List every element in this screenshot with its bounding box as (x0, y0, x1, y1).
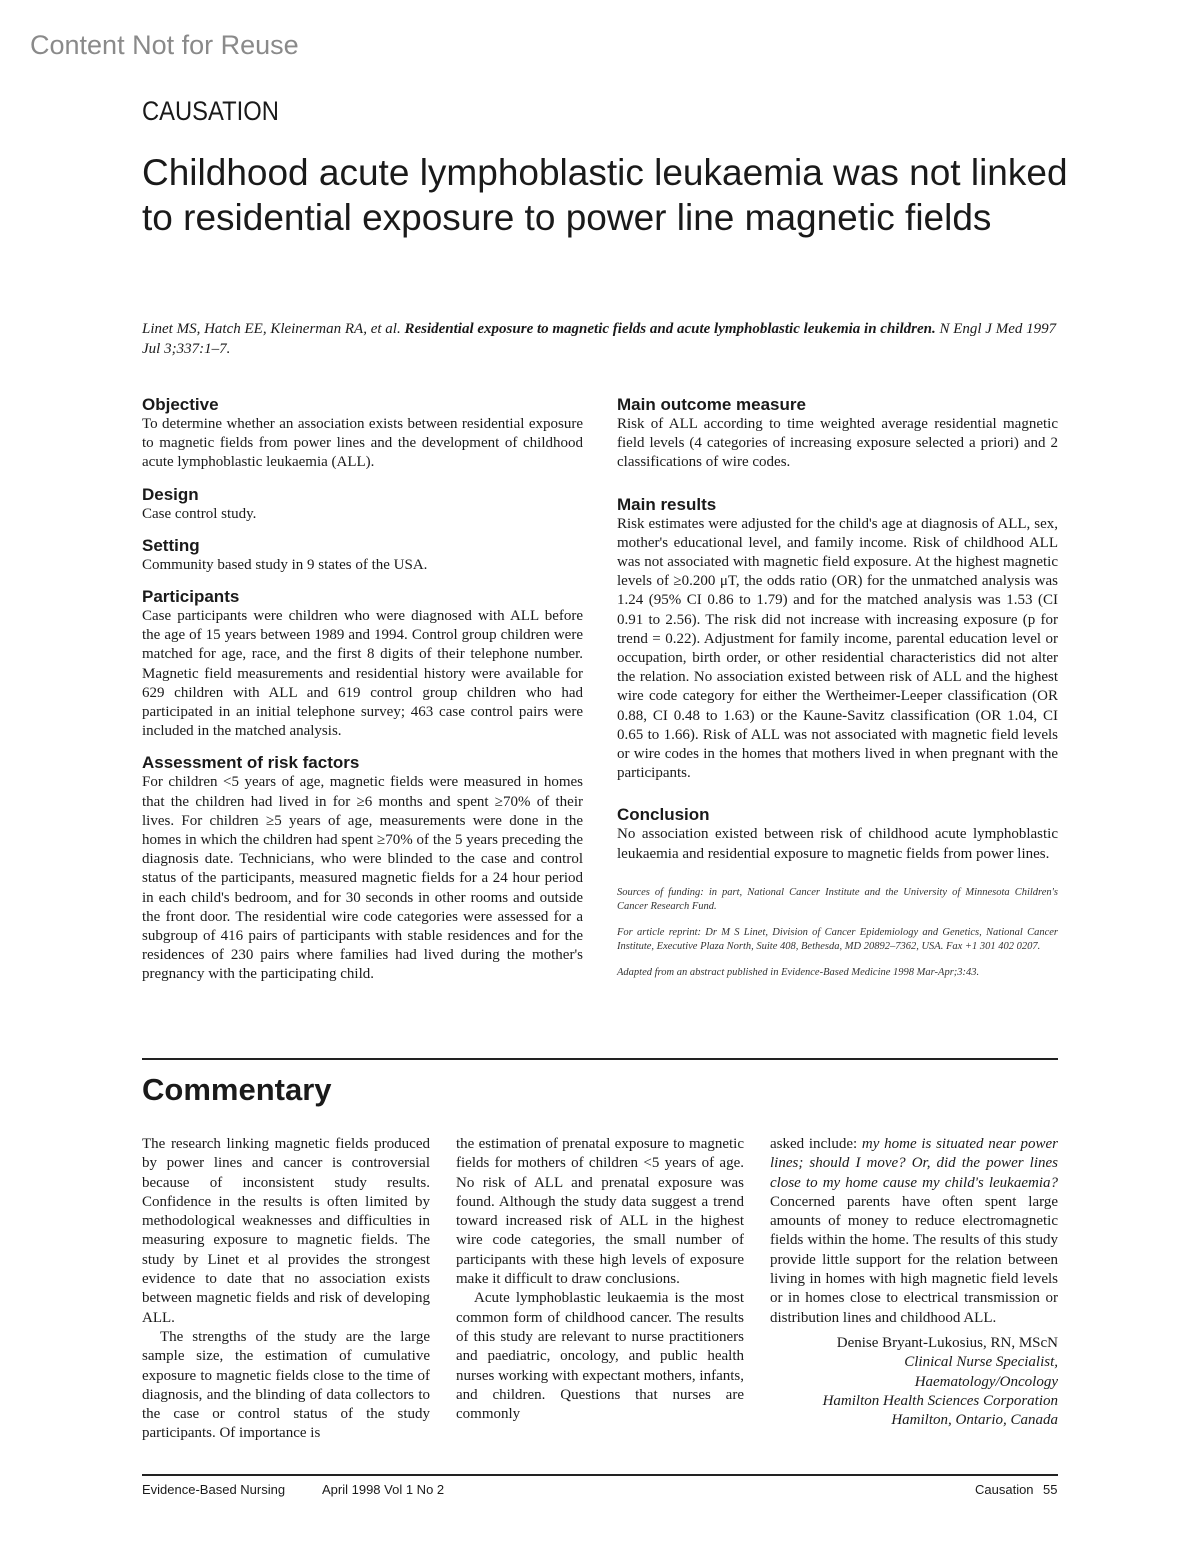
commentary-column-1 (142, 1135, 430, 1444)
citation (142, 319, 1058, 359)
commentary-heading: Commentary (142, 1072, 332, 1107)
author-name: Denise Bryant-Lukosius, RN, MScN (836, 1334, 1058, 1351)
author-role: Clinical Nurse Specialist, (904, 1354, 1058, 1371)
page-number: 55 (1043, 1482, 1058, 1497)
commentary-paragraph: the estimation of prenatal exposure to magnetic fields for mothers of children <5 years of age. No risk of ALL and prenatal exposure was found. Although the study data suggest a trend toward increased risk of ALL in the highest wire code categories, the small number of participants with these high levels of exposure make it difficult to draw conclusions. (456, 1136, 744, 1288)
commentary-paragraph: The strengths of the study are the large sample size, the estimation of cumulative exposure to magnetic fields close to the time of diagnosis, and the blinding of data collectors to the case or control status of the study participants. Of importance is (142, 1328, 430, 1442)
heading-participants: Participants (142, 587, 240, 607)
commentary-column-2 (456, 1135, 744, 1424)
text-assessment: For children <5 years of age, magnetic fields were measured in homes that the children had lived in for ≥6 months and spent ≥70% of their lives. For children ≥5 years of age, measurements were done in the homes in which the children had spent ≥70% of the 5 years preceding the diagnosis date. Technicians, who were blinded to the case and control status of the participants, measured magnetic fields for a 24 hour period in each child's bedroom, and for 30 seconds in other rooms and outside the front door. The residential wire code categories were assessed for a subgroup of 416 pairs of participants with stable residences and for the residences of 230 pairs where families had lived during the mother's pregnancy with the participating child. (142, 774, 583, 983)
heading-objective: Objective (142, 395, 219, 414)
commentary-paragraph: The research linking magnetic fields produced by power lines and cancer is controversial because of inconsistent study results. Confidence in the results is often limited by methodological weaknesses and difficulties in measuring exposure to magnetic fields. The study by Linet et al provides the strongest evidence to date that no association exists between magnetic fields and risk of developing ALL. (142, 1136, 430, 1326)
text-objective: To determine whether an association exists between residential exposure to magnetic fields from power lines and the development of childhood acute lymphoblastic leukaemia (ALL). (142, 416, 583, 471)
text-conclusion: No association existed between risk of childhood acute lymphoblastic leukaemia and residential exposure to magnetic fields from power lines. (617, 826, 1058, 862)
text-design: Case control study. (142, 505, 257, 522)
heading-results: Main results (617, 494, 717, 514)
funding-note: Sources of funding: in part, National Cancer Institute and the University of Minnesota Children's Cancer Research Fund. (617, 886, 1058, 912)
article-title: Childhood acute lymphoblastic leukaemia was not linked to residential exposure to power line magnetic fields (142, 152, 1068, 238)
commentary-column-3 (770, 1135, 1058, 1430)
heading-outcome: Main outcome measure (617, 395, 806, 414)
section-label: CAUSATION (142, 96, 279, 126)
author-place: Hamilton, Ontario, Canada (891, 1412, 1058, 1429)
text: asked include: (770, 1136, 862, 1152)
text: Concerned parents have often spent large amounts of money to reduce electromagnetic fields within the home. The results of this study provide little support for the relation between living in homes with high magnetic field levels or in homes close to electrical transmission or distribution lines and childhood ALL. (770, 1193, 1058, 1326)
footer-rule (142, 1474, 1058, 1476)
footer-journal: Evidence-Based Nursing (142, 1482, 286, 1497)
watermark: Content Not for Reuse (30, 30, 299, 60)
heading-design: Design (142, 484, 199, 504)
footer-section: Causation (975, 1482, 1034, 1497)
text-setting: Community based study in 9 states of the USA. (142, 556, 428, 573)
heading-assessment: Assessment of risk factors (142, 753, 360, 773)
commentary-paragraph: Acute lymphoblastic leukaemia is the most common form of childhood cancer. The results of this study are relevant to nurse practitioners and paediatric, oncology, and public health nurses working with expectant mothers, infants, and children. Questions that nurses are commonly (456, 1290, 744, 1423)
commentary-paragraph (770, 1135, 1058, 1328)
author-role: Haematology/Oncology (914, 1373, 1058, 1390)
text-outcome: Risk of ALL according to time weighted average residential magnetic field levels (4 categories of increasing exposure selected a priori) and 2 classifications of wire codes. (617, 416, 1058, 471)
divider (142, 1058, 1058, 1060)
footer-issue: April 1998 Vol 1 No 2 (322, 1482, 445, 1497)
quote: my home is situated near power lines; should I move? Or, did the power lines close to my home cause my child's leukaemia? (770, 1136, 1058, 1191)
signature-block (770, 1334, 1058, 1430)
text-results: Risk estimates were adjusted for the child's age at diagnosis of ALL, sex, mother's educational level, and family income. Risk of childhood ALL was not associated with magnetic field exposure. At the highest magnetic levels of ≥0.200 μT, the odds ratio (OR) for the unmatched analysis was 1.24 (95% CI 0.86 to 1.79) and for the matched analysis was 1.53 (CI 0.91 to 2.56). The risk did not increase with increasing exposure (p for trend = 0.22). Adjustment for family income, parental education level or occupation, birth order, or other residential characteristics did not alter the relation. No association existed between risk of ALL and the highest wire code category for either the Wertheimer-Leeper classification (OR 0.88, CI 0.48 to 1.63) or the Kaune-Savitz classification (OR 1.04, CI 0.65 to 1.66). Risk of ALL was not associated with magnetic field levels or wire codes in the homes that mothers lived in when pregnant with the participants. (617, 515, 1058, 782)
text-participants: Case participants were children who were diagnosed with ALL before the age of 15 years between 1989 and 1994. Control group children were matched for age, race, and the first 8 digits of their telephone number. Magnetic field measurements and residential history were available for 629 children with ALL and 619 control group children who had participated in an initial telephone survey; 463 case control pairs were included in the matched analysis. (142, 608, 583, 740)
heading-conclusion: Conclusion (617, 805, 710, 825)
citation-journal: N Engl J Med 1997 Jul 3;337:1–7. (142, 321, 1057, 357)
citation-article: Residential exposure to magnetic fields and acute lymphoblastic leukemia in children. (404, 321, 936, 337)
reprint-note: For article reprint: Dr M S Linet, Division of Cancer Epidemiology and Genetics, National Cancer Institute, Executive Plaza North, Suite 408, Bethesda, MD 20892–7362, USA. Fax +1 301 402 0207. (617, 926, 1058, 952)
author-org: Hamilton Health Sciences Corporation (822, 1392, 1058, 1409)
heading-setting: Setting (142, 535, 200, 555)
abstract-right-column (617, 395, 1058, 992)
citation-authors: Linet MS, Hatch EE, Kleinerman RA, et al. (142, 321, 401, 337)
abstract-left-column (142, 395, 583, 997)
adapted-note: Adapted from an abstract published in Evidence-Based Medicine 1998 Mar-Apr;3:43. (617, 966, 980, 978)
